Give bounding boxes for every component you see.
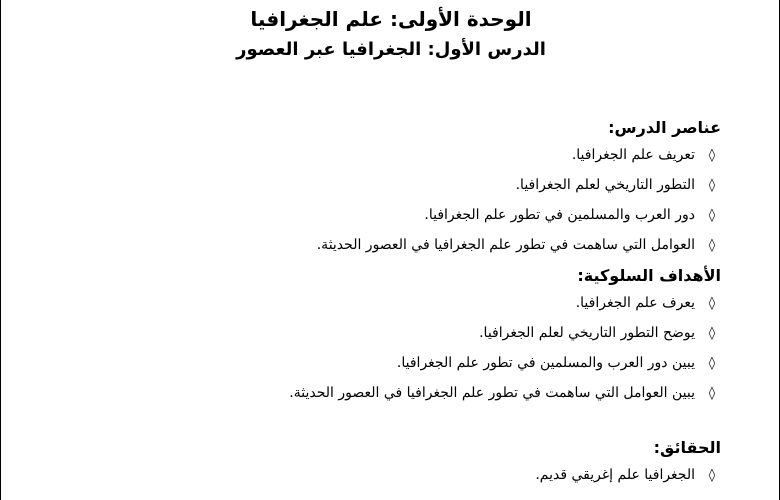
section-behavioral-objectives [101, 264, 721, 408]
list-item-text: يعرف علم الجغرافيا. [575, 295, 695, 311]
list-item-text: دور العرب والمسلمين في تطور علم الجغرافيا. [424, 207, 695, 223]
diamond-bullet-icon: ◊ [708, 325, 716, 341]
list-item [101, 230, 721, 260]
section-lesson-elements [101, 116, 721, 260]
list-item [101, 318, 721, 348]
list-item [101, 288, 721, 318]
list-item-text: العوامل التي ساهمت في تطور علم الجغرافيا في العصور الحديثة. [316, 237, 695, 253]
unit-title: الوحدة الأولى: علم الجغرافيا [250, 7, 532, 31]
list-item-text: الجغرافيا علم إغريقي قديم. [535, 467, 695, 483]
diamond-bullet-icon: ◊ [708, 295, 716, 311]
list-item-text: التطور التاريخي لعلم الجغرافيا. [515, 177, 695, 193]
section-heading: عناصر الدرس: [608, 118, 721, 137]
diamond-bullet-icon: ◊ [708, 207, 716, 223]
list-item-text: يبين العوامل التي ساهمت في تطور علم الجغرافيا في العصور الحديثة. [289, 385, 695, 401]
lesson-title: الدرس الأول: الجغرافيا عبر العصور [236, 39, 546, 60]
list-item-text: تعريف علم الجغرافيا. [571, 147, 695, 163]
list-item [101, 460, 721, 490]
list-item [101, 140, 721, 170]
list-item [101, 200, 721, 230]
diamond-bullet-icon: ◊ [708, 147, 716, 163]
section-heading: الحقائق: [653, 438, 721, 457]
list-item-text: يبين دور العرب والمسلمين في تطور علم الجغرافيا. [396, 355, 695, 371]
diamond-bullet-icon: ◊ [708, 385, 716, 401]
diamond-bullet-icon: ◊ [708, 237, 716, 253]
section-facts [101, 436, 721, 490]
diamond-bullet-icon: ◊ [708, 467, 716, 483]
diamond-bullet-icon: ◊ [708, 355, 716, 371]
list-item [101, 378, 721, 408]
diamond-bullet-icon: ◊ [708, 177, 716, 193]
list-item [101, 348, 721, 378]
list-item [101, 170, 721, 200]
section-heading: الأهداف السلوكية: [577, 266, 721, 285]
list-item-text: يوضح التطور التاريخي لعلم الجغرافيا. [479, 325, 695, 341]
